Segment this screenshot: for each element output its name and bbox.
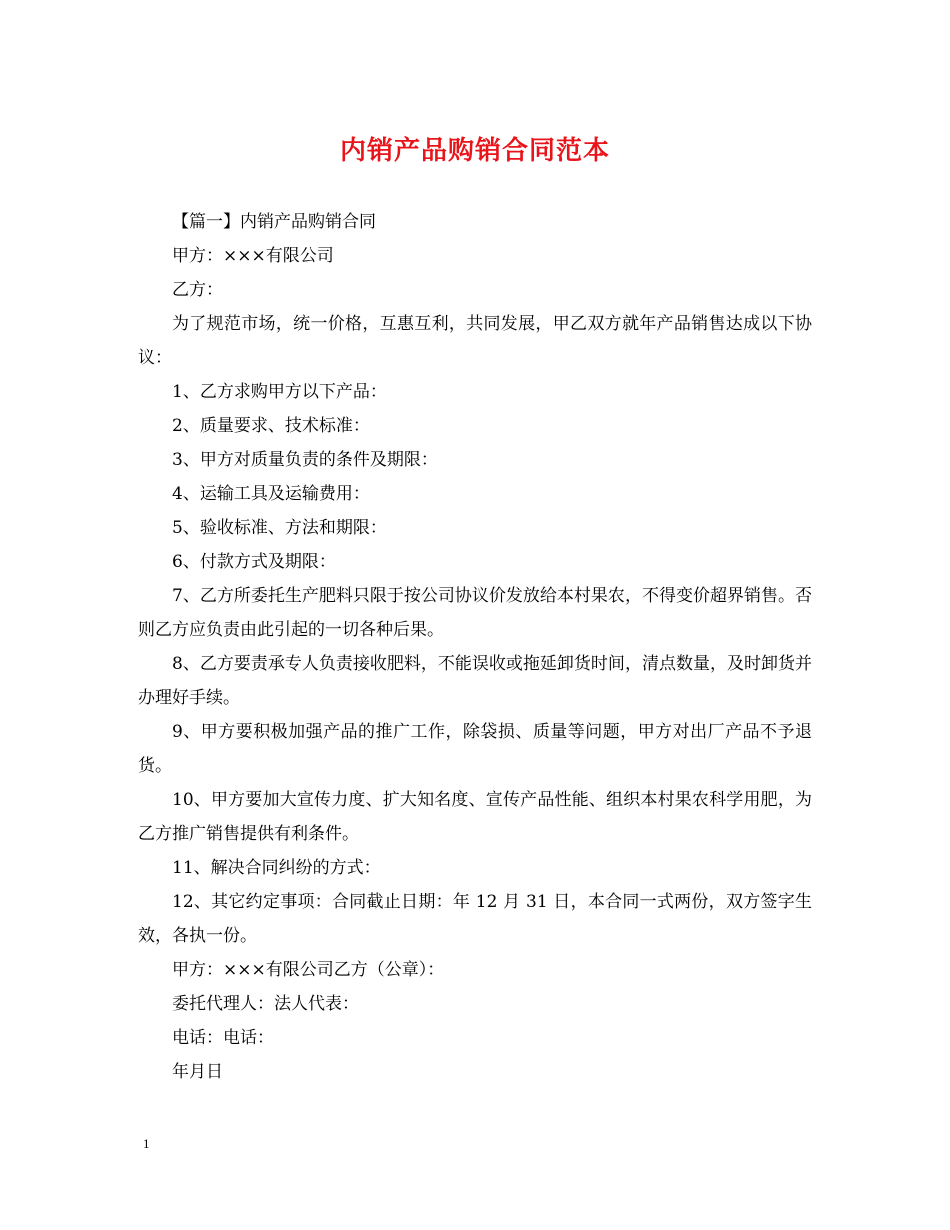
signature-phones: 电话：电话： [172, 1028, 274, 1048]
clause-7: 7、乙方所委托生产肥料只限于按公司协议价发放给本村果农，不得变价超界销售。否则乙方应负责由此引起的一切各种后果。 [138, 586, 812, 640]
clause-9: 9、甲方要积极加强产品的推广工作，除袋损、质量等问题，甲方对出厂产品不予退货。 [138, 722, 812, 776]
page-title: 内销产品购销合同范本 [339, 136, 610, 166]
clause-10: 10、甲方要加大宣传力度、扩大知名度、宣传产品性能、组织本村果农科学用肥，为乙方推广销售提供有利条件。 [138, 790, 812, 844]
clause-2: 2、质量要求、技术标准： [172, 416, 370, 436]
clause-3: 3、甲方对质量负责的条件及期限： [172, 450, 438, 470]
section-heading: 【篇一】内销产品购销合同 [172, 212, 376, 232]
preamble-paragraph: 为了规范市场，统一价格，互惠互利，共同发展，甲乙双方就年产品销售达成以下协议： [138, 314, 812, 368]
signature-date: 年月日 [172, 1062, 223, 1082]
party-a-line: 甲方：×××有限公司 [172, 246, 334, 266]
page-number: 1 [143, 1136, 150, 1151]
clause-12: 12、其它约定事项：合同截止日期：年 12 月 31 日，本合同一式两份，双方签字生效，各执一份。 [138, 892, 812, 946]
clause-8: 8、乙方要责承专人负责接收肥料，不能误收或拖延卸货时间，清点数量，及时卸货并办理好手续。 [138, 654, 812, 708]
signature-parties: 甲方：×××有限公司乙方（公章）： [172, 960, 445, 980]
document-body [138, 205, 812, 1089]
clause-11: 11、解决合同纠纷的方式： [172, 858, 381, 878]
clause-6: 6、付款方式及期限： [172, 552, 336, 572]
party-b-line: 乙方： [172, 280, 223, 300]
clause-4: 4、运输工具及运输费用： [172, 484, 370, 504]
clause-1: 1、乙方求购甲方以下产品： [172, 382, 387, 402]
clause-5: 5、验收标准、方法和期限： [172, 518, 387, 538]
signature-representatives: 委托代理人：法人代表： [172, 994, 359, 1014]
